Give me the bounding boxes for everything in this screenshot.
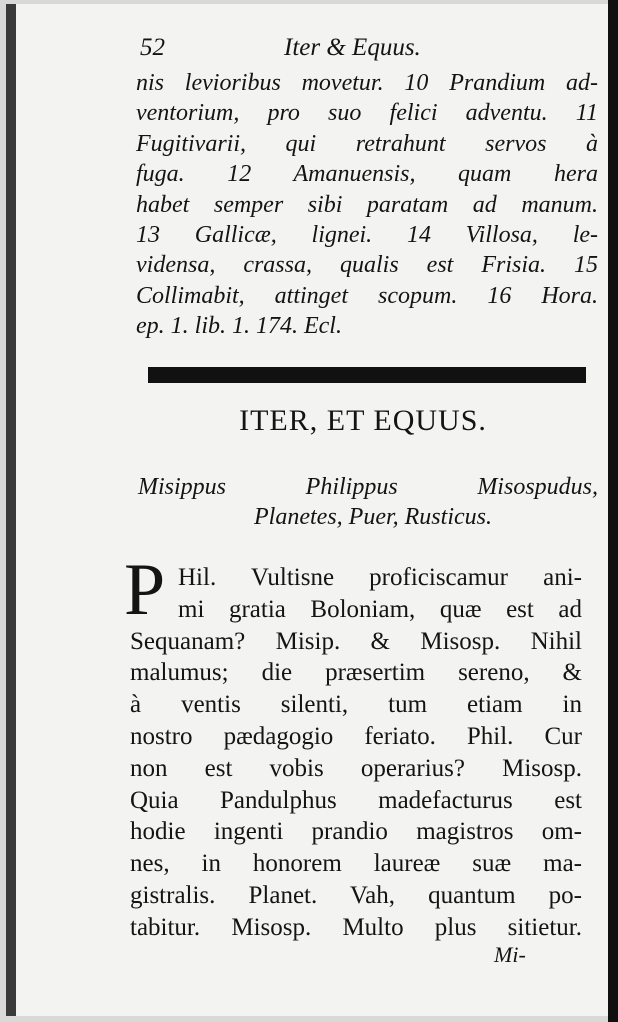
note-line: ep. 1. lib. 1. 174. Ecl.: [136, 313, 342, 340]
running-header: [140, 34, 580, 68]
dialogue-text: [130, 562, 582, 944]
note-line: 13 Gallicæ, lignei. 14 Villosa, le-: [136, 222, 598, 249]
catchword: Mi-: [494, 942, 526, 967]
text-line: hodie ingenti prandio magistros om-: [130, 818, 582, 846]
page-number: 52: [140, 34, 165, 61]
personae-line-2: Planetes, Puer, Rusticus.: [254, 504, 492, 530]
text-line: gistralis. Planet. Vah, quantum po-: [130, 881, 582, 909]
note-line: Collimabit, attinget scopum. 16 Hora.: [136, 282, 598, 309]
text-line: Hil. Vultisne proficiscamur ani-: [178, 564, 582, 591]
persona: Misippus: [138, 474, 227, 500]
text-line: non est vobis operarius? Misosp.: [130, 754, 582, 782]
text-line: Quia Pandulphus madefacturus est: [130, 786, 582, 814]
persona: Misospudus,: [477, 474, 598, 500]
note-line: ventorium, pro suo felici adventu. 11: [136, 100, 598, 127]
text-line: à ventis silenti, tum etiam in: [130, 691, 582, 719]
chapter-title: ITER, ET EQUUS.: [239, 404, 487, 437]
footnotes: [136, 68, 598, 342]
text-line: Sequanam? Misip. & Misosp. Nihil: [130, 627, 582, 655]
note-line: habet semper sibi paratam ad manum.: [136, 191, 598, 218]
drop-cap: P: [124, 549, 166, 631]
note-line: Fugitivarii, qui retrahunt servos à: [136, 130, 598, 157]
text-line: mi gratia Boloniam, quæ est ad: [178, 595, 582, 623]
note-line: vidensa, crassa, qualis est Frisia. 15: [136, 252, 598, 279]
dramatis-personae: [138, 472, 598, 532]
page-edge-shadow: [608, 0, 618, 1022]
text-line: nostro pædagogio feriato. Phil. Cur: [130, 722, 582, 750]
running-title: Iter & Equus.: [284, 34, 421, 61]
text-line: tabitur. Misosp. Multo plus sitietur.: [130, 913, 582, 941]
note-line: fuga. 12 Amanuensis, quam hera: [136, 161, 598, 188]
note-line: nis levioribus movetur. 10 Prandium ad-: [136, 70, 598, 96]
text-line: malumus; die præsertim sereno, &: [130, 659, 582, 687]
persona: Philippus: [305, 474, 398, 500]
text-line: nes, in honorem laureæ suæ ma-: [130, 850, 582, 878]
section-rule: [148, 367, 586, 383]
